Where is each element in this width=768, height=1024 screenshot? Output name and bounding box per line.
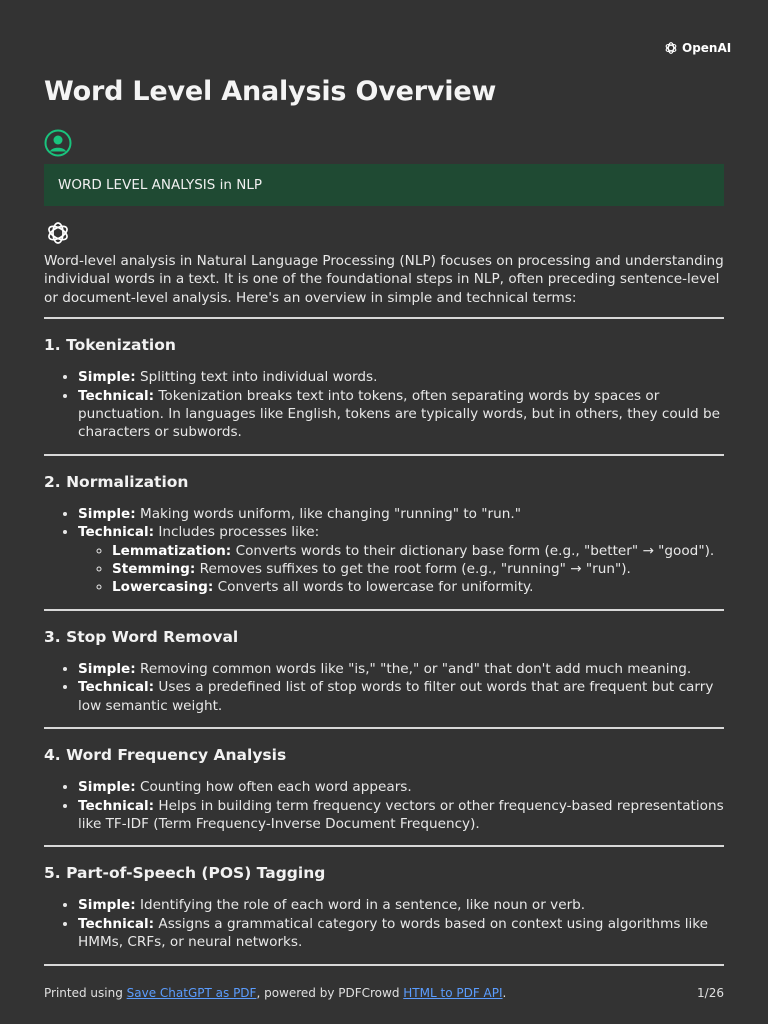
- section-divider: [44, 845, 724, 847]
- list-item: [78, 387, 724, 442]
- item-label: Lemmatization:: [112, 542, 232, 559]
- item-label: Lowercasing:: [112, 579, 214, 596]
- section-divider: [44, 317, 724, 319]
- list-item: [78, 778, 724, 796]
- footer-suffix: .: [502, 986, 507, 1000]
- user-avatar-icon: [44, 129, 72, 157]
- user-prompt: [44, 164, 724, 206]
- item-text: Splitting text into individual words.: [135, 369, 378, 386]
- response-content: [44, 252, 724, 966]
- item-text: Removing common words like "is," "the," or "and" that don't add much meaning.: [135, 660, 692, 677]
- item-text: Uses a predefined list of stop words to filter out words that are frequent but carry low semantic weight.: [78, 679, 714, 714]
- list-item: [78, 896, 724, 914]
- list-item: [112, 542, 724, 560]
- section-heading: 3. Stop Word Removal: [44, 627, 239, 646]
- openai-brand: [663, 40, 731, 56]
- item-label: Simple:: [78, 505, 136, 522]
- section-list: [44, 778, 724, 833]
- section-heading: 4. Word Frequency Analysis: [44, 746, 287, 765]
- item-text: Removes suffixes to get the root form (e.g., "running" → "run").: [195, 561, 631, 578]
- footer: [44, 986, 724, 1000]
- section-heading: 1. Tokenization: [44, 336, 176, 355]
- section-heading: 5. Part-of-Speech (POS) Tagging: [44, 864, 326, 883]
- list-item: [78, 368, 724, 386]
- save-chatgpt-link[interactable]: Save ChatGPT as PDF: [126, 986, 257, 1000]
- list-item: [78, 523, 724, 597]
- page-number: 1/26: [697, 986, 724, 1000]
- item-text: Tokenization breaks text into tokens, often separating words by spaces or punctuation. In languages like English, tokens are typically words, but in others, they could be characters or subwords.: [78, 387, 720, 441]
- page-title: Word Level Analysis Overview: [44, 76, 497, 107]
- footer-middle: , powered by PDFCrowd: [256, 986, 404, 1000]
- section-divider: [44, 727, 724, 729]
- item-label: Technical:: [78, 387, 155, 404]
- item-text: Converts all words to lowercase for uniformity.: [213, 579, 534, 596]
- list-item: [112, 578, 724, 596]
- item-label: Technical:: [78, 915, 155, 932]
- section-list: [44, 896, 724, 951]
- list-item: [78, 660, 724, 678]
- list-item: [78, 678, 724, 715]
- item-label: Technical:: [78, 679, 155, 696]
- section-divider: [44, 609, 724, 611]
- item-text: Includes processes like:: [154, 524, 320, 541]
- item-label: Simple:: [78, 369, 136, 386]
- item-label: Simple:: [78, 897, 136, 914]
- item-label: Simple:: [78, 660, 136, 677]
- list-item: [112, 560, 724, 578]
- chatgpt-logo-icon: [44, 219, 72, 247]
- html-to-pdf-link[interactable]: HTML to PDF API: [403, 986, 503, 1000]
- section-list: [44, 505, 724, 597]
- item-label: Stemming:: [112, 561, 196, 578]
- openai-logo-icon: [663, 40, 679, 56]
- footer-prefix: Printed using: [44, 986, 127, 1000]
- sections-container: [44, 317, 724, 965]
- item-text: Counting how often each word appears.: [135, 779, 412, 796]
- intro-paragraph: Word-level analysis in Natural Language Processing (NLP) focuses on processing and understanding individual words in a text. It is one of the foundational steps in NLP, often preceding sentence-level or document-level analysis. Here's an overview in simple and technical terms:: [44, 253, 724, 306]
- list-item: [78, 505, 724, 523]
- section-divider: [44, 964, 724, 966]
- item-label: Simple:: [78, 779, 136, 796]
- section-list: [44, 660, 724, 715]
- list-item: [78, 797, 724, 834]
- list-item: [78, 915, 724, 952]
- section-list: [44, 368, 724, 442]
- user-prompt-text: WORD LEVEL ANALYSIS in NLP: [58, 177, 262, 193]
- item-text: Helps in building term frequency vectors or other frequency-based representations like TF-IDF (Term Frequency-Inverse Document Frequency).: [78, 797, 724, 832]
- item-label: Technical:: [78, 524, 155, 541]
- section-heading: 2. Normalization: [44, 472, 189, 491]
- item-label: Technical:: [78, 797, 155, 814]
- section-divider: [44, 454, 724, 456]
- item-text: Making words uniform, like changing "running" to "run.": [135, 505, 521, 522]
- item-text: Assigns a grammatical category to words based on context using algorithms like HMMs, CRFs, or neural networks.: [78, 915, 709, 951]
- brand-label: OpenAI: [682, 41, 732, 55]
- sub-list: [78, 542, 724, 597]
- item-text: Identifying the role of each word in a sentence, like noun or verb.: [135, 897, 586, 914]
- item-text: Converts words to their dictionary base form (e.g., "better" → "good").: [231, 542, 715, 559]
